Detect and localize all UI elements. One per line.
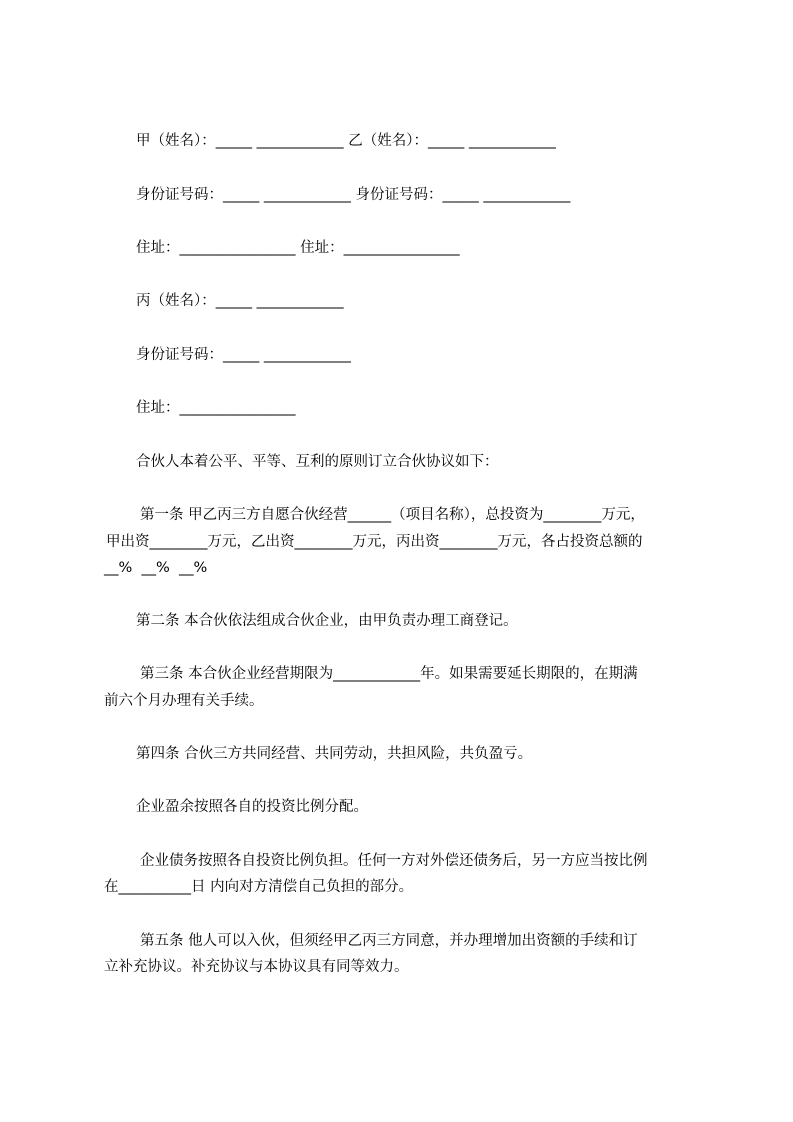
id-number-line-c: 身份证号码：_____ ____________	[136, 347, 351, 363]
article-4: 第四条 合伙三方共同经营、共同劳动，共担风险，共负盈亏。	[136, 746, 533, 762]
article-5-line-2: 立补充协议。补充协议与本协议具有同等效力。	[104, 959, 409, 975]
address-line-a-b: 住址：________________ 住址：________________	[136, 240, 460, 256]
article-3-line-1: 第三条 本合伙企业经营期限为____________年。如果需要延长期限的，在期满	[140, 666, 638, 682]
party-a-b-name-line: 甲（姓名）：_____ ____________ 乙（姓名）：_____ ____________	[136, 133, 556, 149]
article-1-line-3: __% __% __%	[104, 560, 208, 576]
article-3-line-2: 前六个月办理有关手续。	[104, 693, 264, 709]
address-line-c: 住址：________________	[136, 400, 296, 416]
intro-paragraph: 合伙人本着公平、平等、互利的原则订立合伙协议如下：	[136, 454, 499, 470]
debt-line-2: 在__________日 内向对方清偿自己负担的部分。	[104, 879, 414, 895]
article-1-line-1: 第一条 甲乙丙三方自愿合伙经营______（项目名称），总投资为________万元，	[140, 507, 645, 523]
article-5-line-1: 第五条 他人可以入伙，但须经甲乙丙三方同意，并办理增加出资额的手续和订	[140, 933, 638, 949]
party-c-name-line: 丙（姓名）：_____ ____________	[136, 293, 344, 309]
profit-distribution: 企业盈余按照各自的投资比例分配。	[136, 799, 368, 815]
debt-line-1: 企业债务按照各自投资比例负担。任何一方对外偿还债务后，另一方应当按比例	[140, 853, 648, 869]
id-number-line-a-b: 身份证号码：_____ ____________ 身份证号码：_____ ____________	[136, 187, 571, 203]
article-1-line-2: 甲出资________万元，乙出资________万元，丙出资________万元，各占投资总额的	[106, 534, 643, 550]
article-2: 第二条 本合伙依法组成合伙企业，由甲负责办理工商登记。	[136, 613, 518, 629]
